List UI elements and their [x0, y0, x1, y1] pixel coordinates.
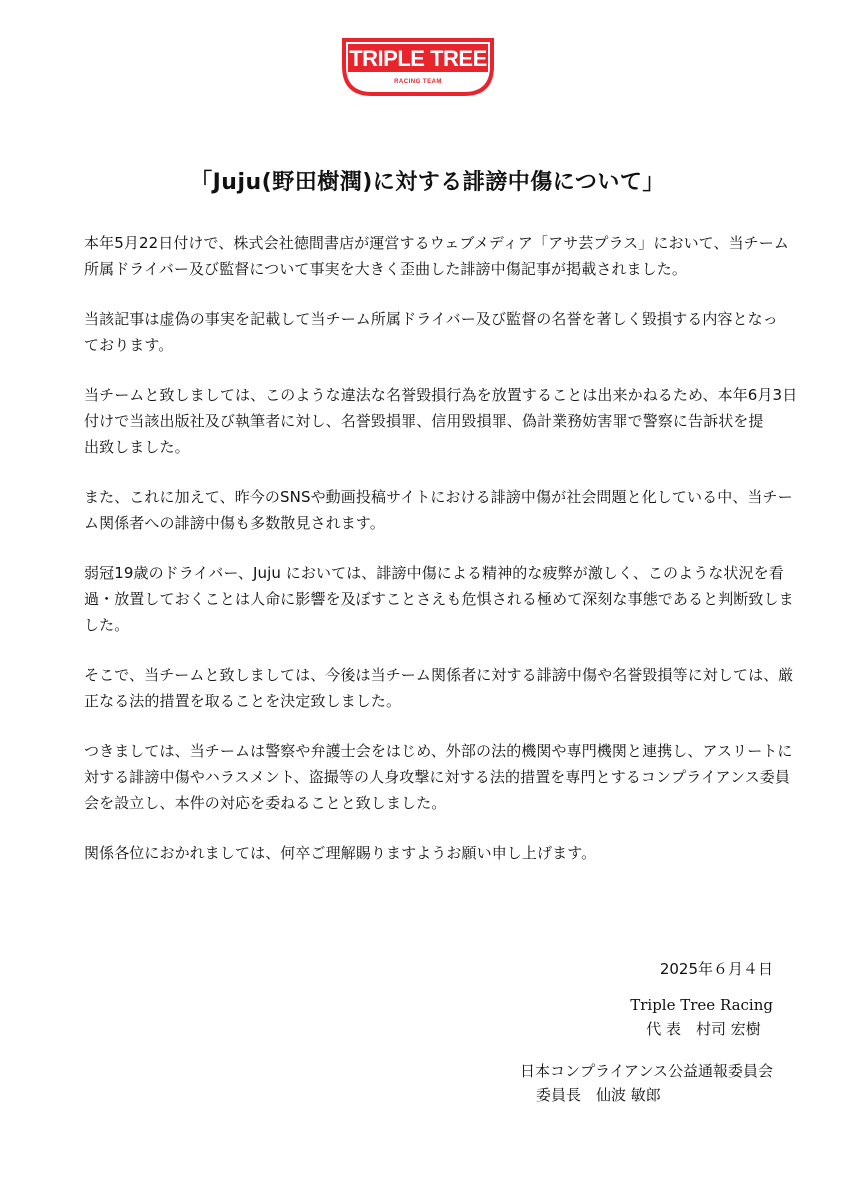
signatory-1-name: 代 表 村司 宏樹 — [646, 1020, 761, 1038]
signatory-2-name: 委員長 仙波 敏郎 — [535, 1086, 661, 1104]
paragraph-line: ております。 — [84, 336, 174, 354]
paragraph-line: また、これに加えて、昨今のSNSや動画投稿サイトにおける誹謗中傷が社会問題と化している中、当チー — [84, 488, 793, 506]
paragraph-line: 所属ドライバー及び監督について事実を大きく歪曲した誹謗中傷記事が掲載されました。 — [84, 260, 687, 278]
logo-main-text: TRIPLE TREE — [349, 46, 487, 71]
paragraph-line: 弱冠19歳のドライバー、Juju においては、誹謗中傷による精神的な疲弊が激しく、このような状況を看 — [84, 564, 784, 582]
paragraph-line: 付けで当該出版社及び執筆者に対し、名誉毀損罪、信用毀損罪、偽計業務妨害罪で警察に告訴状を提 — [84, 412, 764, 430]
paragraph — [84, 840, 774, 866]
paragraph-line: 本年5月22日付けで、株式会社徳間書店が運営するウェブメディア「アサ芸プラス」において、当チーム — [84, 234, 789, 252]
paragraph-line: した。 — [84, 616, 130, 634]
page-title: 「Juju(野田樹潤)に対する誹謗中傷について」 — [190, 170, 665, 195]
paragraph-line: 出致しました。 — [84, 438, 190, 456]
logo-graphic — [340, 36, 496, 98]
paragraph — [84, 738, 793, 816]
paragraph-line: 当該記事は虚偽の事実を記載して当チーム所属ドライバー及び監督の名誉を著しく毀損する内容となっ — [84, 310, 778, 328]
paragraph-line: つきましては、当チームは警察や弁護士会をはじめ、外部の法的機関や専門機関と連携し、アスリートに — [84, 742, 793, 760]
paragraph-line: 対する誹謗中傷やハラスメント、盗撮等の人身攻撃に対する法的措置を専門とするコンプライアンス委員 — [84, 768, 790, 786]
logo-sub-text: RACING TEAM — [394, 79, 442, 85]
triple-tree-logo — [340, 36, 496, 98]
paragraph-line: 関係各位におかれましては、何卒ご理解賜りますようお願い申し上げます。 — [84, 844, 597, 862]
signatory-2-org: 日本コンプライアンス公益通報委員会 — [519, 1062, 773, 1080]
paragraph-line: 当チームと致しましては、このような違法な名誉毀損行為を放置することは出来かねるため、本年6月3日 — [84, 386, 798, 404]
signatory-1 — [630, 993, 773, 1041]
paragraph — [84, 662, 794, 714]
paragraph — [84, 230, 789, 282]
signatory-2 — [520, 1059, 773, 1107]
paragraph-line: そこで、当チームと致しましては、今後は当チーム関係者に対する誹謗中傷や名誉毀損等に対しては、厳 — [84, 666, 794, 684]
paragraph — [84, 382, 798, 460]
paragraph-line: 過・放置しておくことは人命に影響を及ぼすことさえも危惧される極めて深刻な事態であると判断致しま — [84, 590, 794, 608]
statement-body — [84, 230, 798, 890]
paragraph-line: ム関係者への誹謗中傷も多数散見されます。 — [84, 514, 385, 532]
signatory-1-org: Triple Tree Racing — [630, 996, 773, 1014]
paragraph — [84, 560, 794, 638]
paragraph-line: 正なる法的措置を取ることを決定致しました。 — [84, 692, 402, 710]
paragraph — [84, 484, 793, 536]
paragraph — [84, 306, 778, 358]
paragraph-line: 会を設立し、本件の対応を委ねることと致しました。 — [84, 794, 447, 812]
document-date: 2025年６月４日 — [659, 960, 773, 978]
